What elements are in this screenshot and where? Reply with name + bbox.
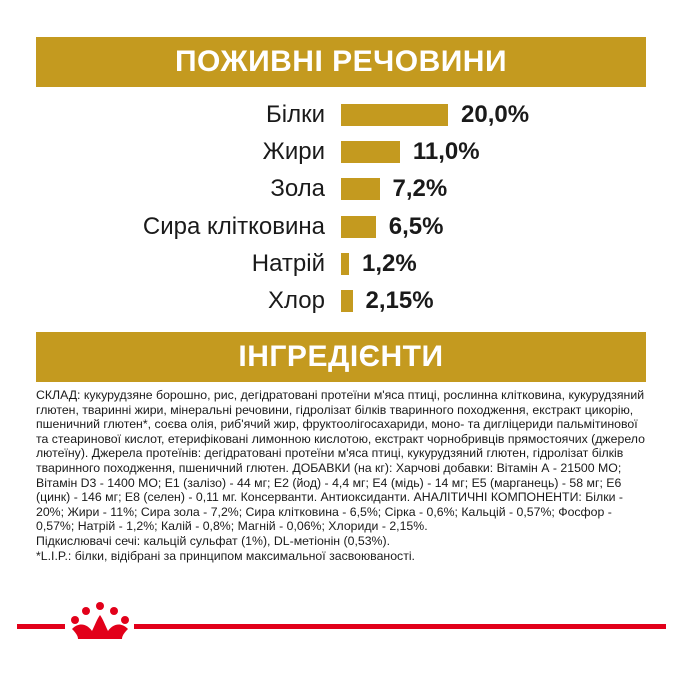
- nutrient-bar: [341, 253, 349, 275]
- footnote-paragraph: *L.I.P.: білки, відібрані за принципом максимальної засвоюваності.: [36, 548, 415, 563]
- nutrient-bar: [341, 178, 380, 200]
- nutrients-title: ПОЖИВНІ РЕЧОВИНИ: [174, 45, 508, 78]
- ingredients-banner: [36, 332, 646, 382]
- nutrient-row-sodium: [0, 248, 682, 280]
- nutrient-row-ash: [0, 173, 682, 205]
- ingredients-title: ІНГРЕДІЄНТИ: [238, 340, 444, 373]
- crown-icon: [66, 601, 134, 641]
- composition-paragraph: СКЛАД: кукурудзяне борошно, рис, дегідратовані протеїни м'яса птиці, рослинна клітковина, кукурудзяний глютен, тваринні жири, мінеральні речовини, гідролізат білків тваринного походження, екстракт цикорію, пшеничний глютен*, соєва олія, риб'ячий жир, фруктоолігосахариди, моно- та дигліцериди пальмітинової та стеаринової кислот, етерифіковані лимонною кислотою, екстракт чорнобривців прямостоячих (джерело лютеїну). Джерела протеїнів: дегідратовані протеїни м'яса птиці, кукурудзяний глютен, гідролізат білків тваринного походження, пшеничний глютен. ДОБАВКИ (на кг): Харчові добавки: Вітамін А - 21500 МО; Вітамін D3 - 1400 МО; Е1 (залізо) - 44 мг; Е2 (йод) - 4,4 мг; Е4 (мідь) - 14 мг; Е5 (марганець) - 58 мг; Е6 (цинк) - 146 мг; Е8 (селен) - 0,11 мг. Консерванти. Антиоксиданти. АНАЛІТИЧНІ КОМПОНЕНТИ: Білки - 20%; Жири - 11%; Сира зола - 7,2%; Сира клітковина - 6,5%; Сірка - 0,6%; Кальцій - 0,57%; Фосфор - 0,57%; Натрій - 1,2%; Калій - 0,8%; Магній - 0,06%; Хлориди - 2,15%.: [36, 388, 645, 534]
- nutrient-value: 20,0%: [461, 101, 530, 128]
- nutrient-value: 6,5%: [388, 212, 444, 240]
- nutrients-banner: [36, 37, 646, 87]
- nutrient-row-fat: [0, 136, 682, 168]
- nutrient-label: Білки: [266, 101, 325, 128]
- footer-divider-left: [17, 624, 65, 629]
- nutrient-value: 2,15%: [365, 287, 434, 314]
- nutrient-label: Зола: [270, 175, 325, 203]
- nutrient-label: Сира клітковина: [142, 212, 325, 240]
- nutrient-row-protein: [0, 99, 682, 131]
- nutrient-bar: [341, 104, 448, 126]
- footer-divider-right: [134, 624, 666, 629]
- nutrient-bar: [341, 290, 353, 312]
- nutrient-value: 7,2%: [392, 175, 448, 203]
- nutrient-label: Натрій: [251, 249, 325, 277]
- ingredients-text: [36, 388, 648, 563]
- acidifiers-paragraph: Підкислювачі сечі: кальцій сульфат (1%), DL-метіонін (0,53%).: [36, 533, 390, 548]
- nutrient-value: 1,2%: [362, 249, 417, 277]
- nutrient-value: 11,0%: [412, 138, 480, 166]
- nutrient-label: Жири: [262, 138, 325, 166]
- nutrient-row-fiber: [0, 211, 682, 243]
- nutrient-label: Хлор: [268, 287, 325, 314]
- nutrient-bar: [341, 141, 400, 163]
- nutrient-row-chlorine: [0, 285, 682, 317]
- nutrient-bar: [341, 216, 376, 238]
